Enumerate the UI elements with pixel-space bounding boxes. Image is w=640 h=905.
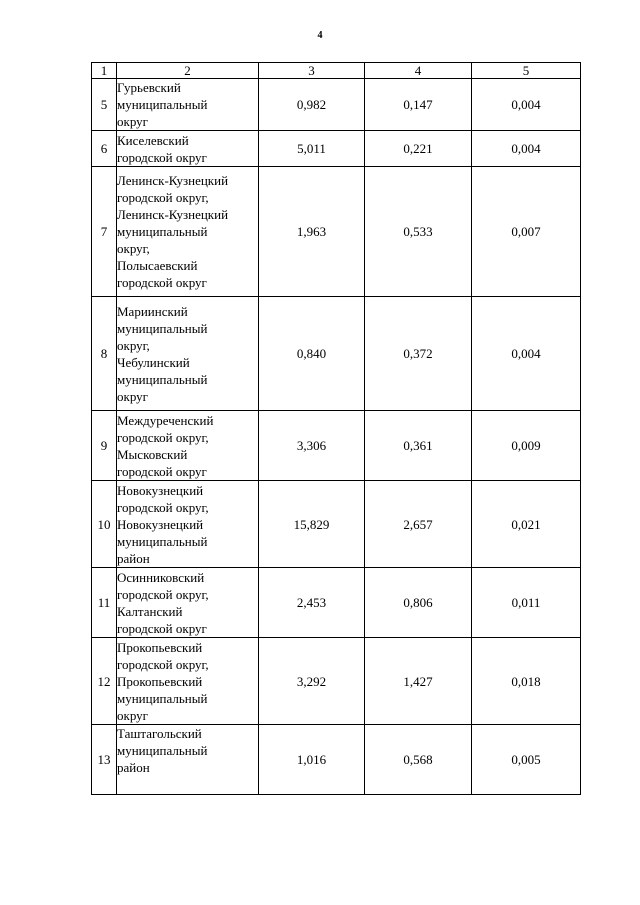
value-col5: 0,004 [472, 79, 581, 131]
value-col4: 0,147 [365, 79, 472, 131]
row-number: 6 [92, 131, 117, 167]
header-cell: 1 [92, 63, 117, 79]
value-col4: 1,427 [365, 638, 472, 725]
value-col4: 0,372 [365, 297, 472, 411]
territory-name: Ленинск-Кузнецкий городской округ, Ленинск-Кузнецкий муниципальный округ, Полысаевский городской округ [117, 173, 229, 290]
table-row [92, 297, 581, 411]
value-col3: 1,963 [259, 167, 365, 297]
header-cell: 2 [117, 63, 259, 79]
header-cell: 5 [472, 63, 581, 79]
table-row [92, 167, 581, 297]
page-number: 4 [317, 30, 323, 41]
value-col3: 5,011 [259, 131, 365, 167]
header-cell: 3 [259, 63, 365, 79]
table-row [92, 481, 581, 568]
value-col4: 2,657 [365, 481, 472, 568]
data-table [91, 62, 581, 795]
row-number: 5 [92, 79, 117, 131]
value-col5: 0,004 [472, 131, 581, 167]
table-row [92, 411, 581, 481]
value-col3: 0,982 [259, 79, 365, 131]
value-col5: 0,011 [472, 568, 581, 638]
value-col4: 0,806 [365, 568, 472, 638]
value-col5: 0,005 [472, 725, 581, 795]
value-col3: 0,840 [259, 297, 365, 411]
value-col3: 1,016 [259, 725, 365, 795]
territory-name: Мариинский муниципальный округ, Чебулинский муниципальный округ [117, 303, 208, 404]
value-col5: 0,009 [472, 411, 581, 481]
value-col4: 0,361 [365, 411, 472, 481]
row-number: 8 [92, 297, 117, 411]
value-col3: 3,306 [259, 411, 365, 481]
value-col4: 0,568 [365, 725, 472, 795]
value-col3: 15,829 [259, 481, 365, 568]
value-col4: 0,533 [365, 167, 472, 297]
territory-name: Прокопьевский городской округ, Прокопьевский муниципальный округ [117, 639, 209, 723]
row-number: 9 [92, 411, 117, 481]
table-row [92, 79, 581, 131]
row-number: 13 [92, 725, 117, 795]
row-number: 10 [92, 481, 117, 568]
header-cell: 4 [365, 63, 472, 79]
territory-name: Осинниковский городской округ, Калтанский городской округ [117, 569, 209, 636]
territory-name: Новокузнецкий городской округ, Новокузнецкий муниципальный район [117, 482, 209, 566]
table-row [92, 131, 581, 167]
row-number: 11 [92, 568, 117, 638]
row-number: 7 [92, 167, 117, 297]
table-row [92, 568, 581, 638]
value-col5: 0,021 [472, 481, 581, 568]
table-header-row [92, 63, 581, 79]
value-col5: 0,018 [472, 638, 581, 725]
value-col5: 0,004 [472, 297, 581, 411]
table-row [92, 638, 581, 725]
territory-name: Таштагольский муниципальный район [117, 726, 208, 775]
territory-name: Междуреченский городской округ, Мысковский городской округ [117, 412, 214, 479]
value-col4: 0,221 [365, 131, 472, 167]
table-row [92, 725, 581, 795]
territory-name: Киселевский городской округ [117, 132, 207, 165]
row-number: 12 [92, 638, 117, 725]
value-col5: 0,007 [472, 167, 581, 297]
territory-name: Гурьевский муниципальный округ [117, 80, 208, 129]
value-col3: 2,453 [259, 568, 365, 638]
value-col3: 3,292 [259, 638, 365, 725]
